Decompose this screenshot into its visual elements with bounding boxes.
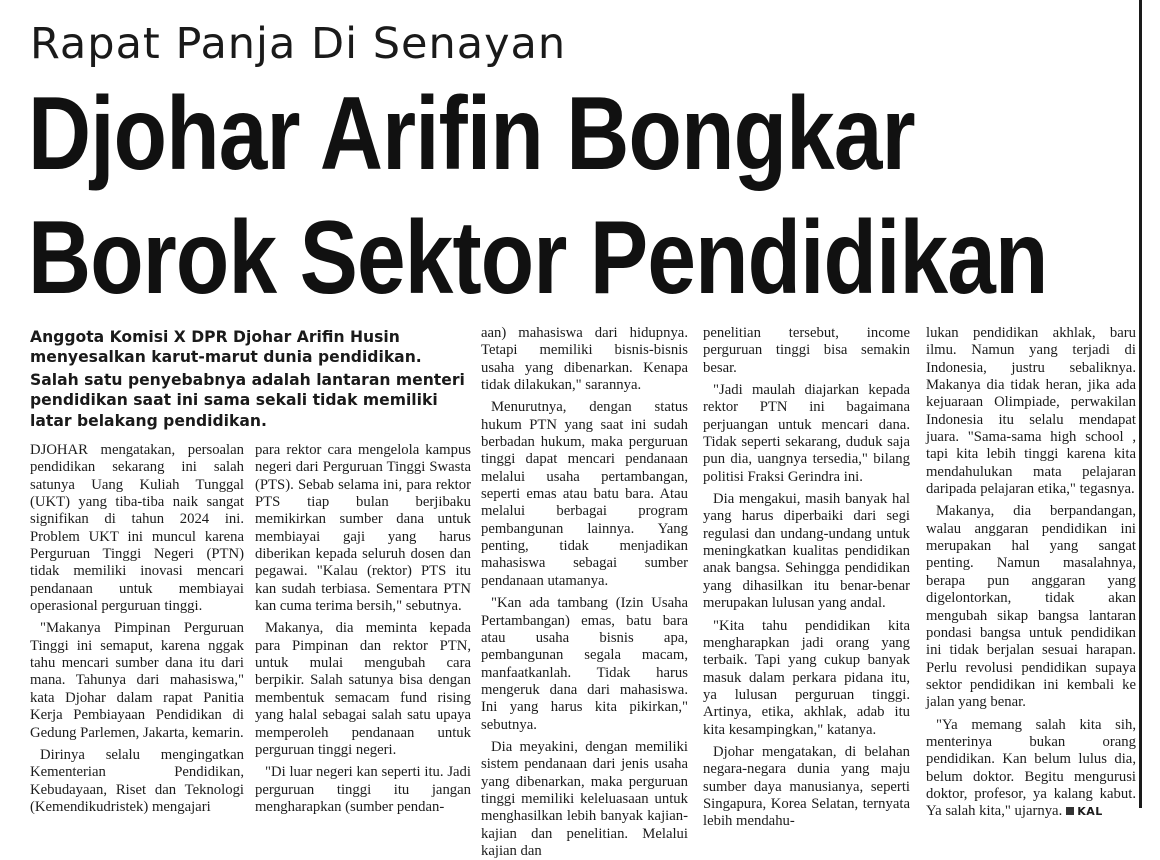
article-headline-line-1: Djohar Arifin Bongkar (28, 76, 915, 192)
body-paragraph: "Makanya Pimpinan Perguruan Tinggi ini semaput, karena nggak tahu mencari sumber dana itu dari mana. Tahunya dari mahasiswa," kata Djohar dalam rapat Panitia Kerja Pembiayaan Pendidikan di Gedung Parlemen, Jakarta, kemarin. (30, 620, 244, 741)
body-paragraph: "Di luar negeri kan seperti itu. Jadi perguruan tinggi itu jangan mengharapkan (sumber pendan- (255, 764, 471, 815)
body-column-4 (703, 325, 910, 831)
body-paragraph-last (926, 717, 1136, 821)
lead-paragraph: Anggota Komisi X DPR Djohar Arifin Husin menyesalkan karut-marut dunia pendidikan. (30, 328, 422, 367)
body-column-3 (481, 325, 688, 860)
lead-paragraph: Salah satu penyebabnya adalah lantaran menteri pendidikan saat ini sama sekali tidak memiliki latar belakang pendidikan. (30, 370, 465, 430)
body-paragraph: "Kan ada tambang (Izin Usaha Pertambangan) emas, batu bara atau usaha bisnis apa, pembangunan segala macam, manfaatkanlah. Tidak harus mengeruk dana dari mahasiswa. Ini yang harus kita pikirkan," sebutnya. (481, 595, 688, 733)
body-text: "Ya memang salah kita sih, menterinya bukan orang pendidikan. Kan belum lulus dia, belum doktor. Begitu mengurusi doktor, profesor, ya kalang kabut. Ya salah kita," ujarnya. (926, 716, 1136, 820)
body-paragraph: penelitian tersebut, income perguruan tinggi bisa semakin besar. (703, 325, 910, 376)
body-paragraph: Makanya, dia meminta kepada para Pimpinan dan rektor PTN, untuk mulai mengubah cara berpikir. Salah satunya bisa dengan membentuk semacam fund rising yang halal sebagai salah satu upaya memperoleh pendanaan untuk perguruan tinggi negeri. (255, 620, 471, 758)
body-column-5 (926, 325, 1136, 821)
body-paragraph: "Jadi maulah diajarkan kepada rektor PTN ini bagaimana perjuangan untuk mencari dana. Tidak seperti sekarang, duduk saja pun dia, uangnya tersedia," bilang politisi Fraksi Gerindra ini. (703, 382, 910, 485)
body-column-1 (30, 442, 244, 816)
body-paragraph: Dia meyakini, dengan memiliki sistem pendanaan dari jenis usaha yang dibenarkan, maka perguruan tinggi memiliki keleluasaan untuk menghasilkan lebih banyak kajian-kajian dan penelitian. Melalui kajian dan (481, 738, 688, 859)
body-paragraph: Menurutnya, dengan status hukum PTN yang saat ini sudah berbadan hukum, maka perguruan tinggi dapat mencari pendanaan melalui usaha pertambangan, seperti emas atau batu bara. Atau melalui berbagai program pembangunan lainnya. Yang penting, tidak menjadikan mahasiswa sebagai sumber pendanaan utamanya. (481, 399, 688, 589)
body-paragraph: lukan pendidikan akhlak, baru ilmu. Namun yang terjadi di Indonesia, justru sebaliknya. Makanya dia tidak heran, jika ada kejuaraan Olimpiade, perwakilan Indonesia itu selalu mendapat juara. "Sama-sama high school , tapi kita lebih tinggi karena kita mendahulukan mata pelajaran daripada pelajaran etika," tegasnya. (926, 325, 1136, 498)
page-edge-rule (1139, 0, 1142, 808)
author-signature: KAL (1077, 805, 1103, 819)
article-lead (30, 327, 475, 433)
body-paragraph: para rektor cara mengelola kampus negeri dari Perguruan Tinggi Swasta (PTS). Sebab selama ini, para rektor PTS tiap bulan berjibaku memikirkan sumber dana untuk membiayai gaji yang harus diberikan kepada seluruh dosen dan pegawai. "Kalau (rektor) PTS itu kan sudah terbiasa. Sementara PTN kan cuma terima bersih," sebutnya. (255, 442, 471, 615)
body-paragraph: Dia mengakui, masih banyak hal yang harus diperbaiki dari segi regulasi dan undang-undang untuk meningkatkan kualitas pendidikan anak bangsa. Sehingga pendidikan yang dihasilkan itu benar-benar merupakan lulusan yang andal. (703, 491, 910, 612)
body-paragraph: DJOHAR mengatakan, persoalan pendidikan sekarang ini salah satunya Uang Kuliah Tunggal (UKT) yang tiba-tiba naik sangat signifikan di tahun 2024 ini. Problem UKT ini muncul karena Perguruan Tinggi Negeri (PTN) tidak memiliki inovasi mencari pendanaan untuk membiayai operasional perguruan tinggi. (30, 442, 244, 615)
article-headline-line-2: Borok Sektor Pendidikan (28, 200, 1048, 316)
body-column-2 (255, 442, 471, 816)
body-paragraph: aan) mahasiswa dari hidupnya. Tetapi memiliki bisnis-bisnis usaha yang dibenarkan. Kenapa tidak dilakukan," sarannya. (481, 325, 688, 394)
body-paragraph: Djohar mengatakan, di belahan negara-negara dunia yang maju sumber daya manusianya, seperti Singapura, Korea Selatan, ternyata lebih mendahu- (703, 743, 910, 830)
body-paragraph: Dirinya selalu mengingatkan Kementerian Pendidikan, Kebudayaan, Riset dan Teknologi (Kemendikudristek) mengajari (30, 746, 244, 815)
body-paragraph: "Kita tahu pendidikan kita mengharapkan jadi orang yang terbaik. Tapi yang cukup banyak masuk dalam perkara pidana itu, ya lulusan perguruan tinggi. Artinya, etika, akhlak, adab itu kita kesampingkan," katanya. (703, 617, 910, 738)
article-kicker: Rapat Panja Di Senayan (30, 19, 567, 69)
body-paragraph: Makanya, dia berpandangan, walau anggaran pendidikan ini merupakan hal yang sangat penting. Namun masalahnya, berapa pun anggaran yang digelontorkan, tidak akan mengubah sikap bangsa lantaran pondasi bangsa untuk pendidikan ini tidak berjalan sesuai harapan. Perlu revolusi pendidikan supaya sektor pendidikan ini kembali ke jalan yang benar. (926, 503, 1136, 711)
end-square-icon (1066, 807, 1074, 815)
